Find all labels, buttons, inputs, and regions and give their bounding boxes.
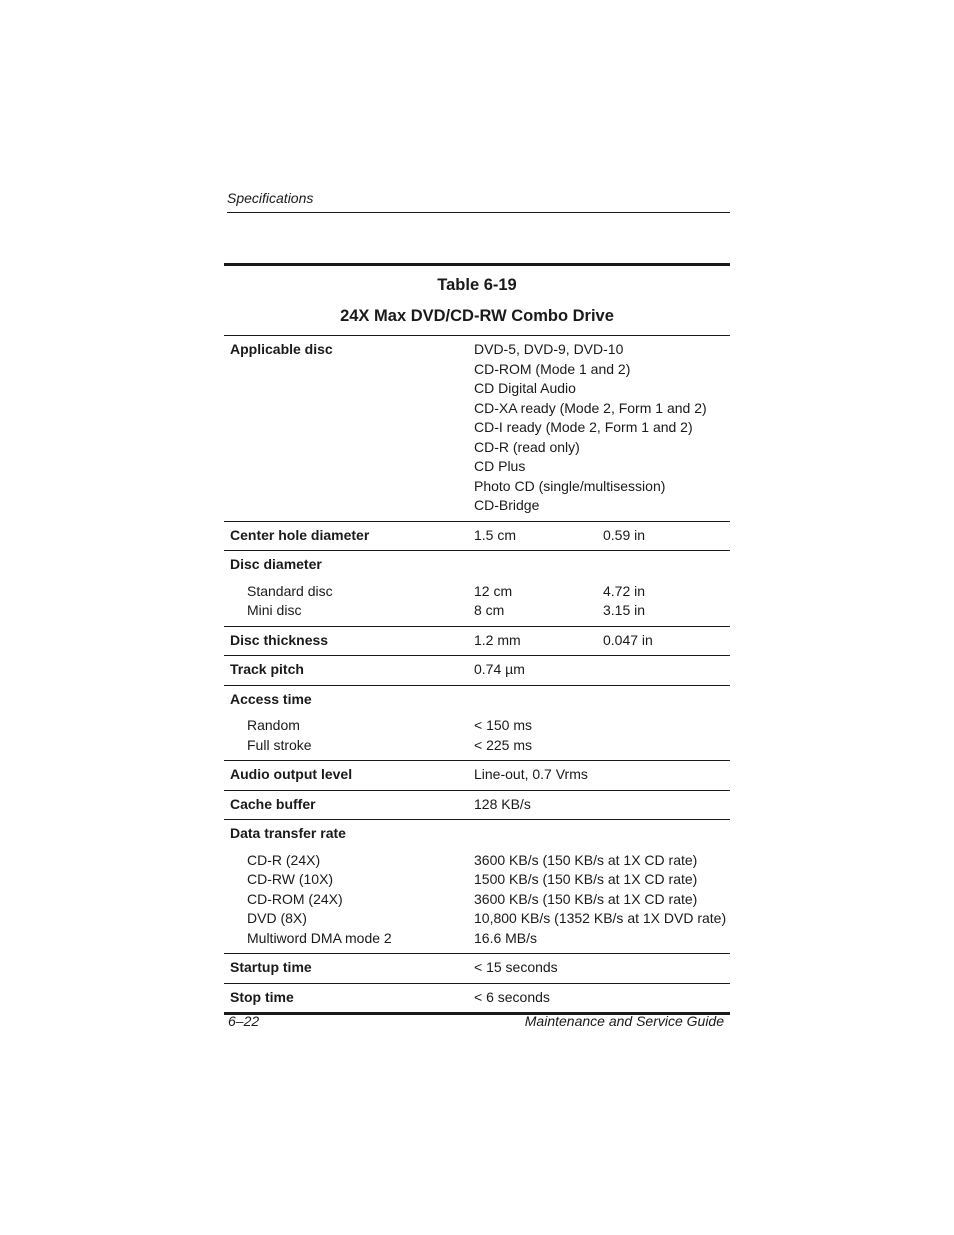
imperial-value: 0.047 in xyxy=(603,631,653,648)
row-label: Access time xyxy=(230,690,312,707)
imperial-value: 0.59 in xyxy=(603,526,646,543)
row-value: < 6 seconds xyxy=(474,988,550,1005)
row-value: 16.6 MB/s xyxy=(474,929,538,946)
row-value: CD-I ready (Mode 2, Form 1 and 2) xyxy=(474,419,693,435)
row-audio-output-level xyxy=(224,760,730,790)
row-label: Audio output level xyxy=(230,766,353,782)
row-value: 10,800 KB/s (1352 KB/s at 1X DVD rate) xyxy=(474,910,727,926)
row-access-time xyxy=(224,685,730,761)
row-value: < 225 ms xyxy=(474,736,532,753)
row-value: 1500 KB/s (150 KB/s at 1X CD rate) xyxy=(474,871,698,887)
row-value: 0.74 µm xyxy=(474,661,525,677)
header-divider xyxy=(227,212,730,213)
metric-value: 12 cm xyxy=(474,582,513,599)
row-value: < 15 seconds xyxy=(474,959,558,975)
row-value: CD-R (read only) xyxy=(474,438,580,455)
row-data-transfer-rate xyxy=(224,819,730,953)
sub-label: Multiword DMA mode 2 xyxy=(247,929,392,946)
row-label: Disc diameter xyxy=(230,556,322,572)
row-label: Center hole diameter xyxy=(230,526,370,543)
row-label: Data transfer rate xyxy=(230,825,346,841)
row-label: Disc thickness xyxy=(230,631,329,648)
row-label: Startup time xyxy=(230,959,312,975)
sub-label: Mini disc xyxy=(247,602,302,618)
page-number: 6–22 xyxy=(228,1013,260,1029)
row-stop-time xyxy=(224,983,730,1013)
row-value: < 150 ms xyxy=(474,717,532,733)
row-value: CD-ROM (Mode 1 and 2) xyxy=(474,360,631,377)
metric-value: 1.2 mm xyxy=(474,631,521,648)
row-disc-diameter xyxy=(224,550,730,626)
row-label: Applicable disc xyxy=(230,341,333,357)
imperial-value: 3.15 in xyxy=(603,602,646,618)
row-value: CD-Bridge xyxy=(474,497,540,513)
row-label: Cache buffer xyxy=(230,795,316,812)
row-label: Track pitch xyxy=(230,661,304,677)
row-value: Photo CD (single/multisession) xyxy=(474,477,666,494)
row-value: 3600 KB/s (150 KB/s at 1X CD rate) xyxy=(474,890,698,907)
sub-label: Full stroke xyxy=(247,736,312,753)
row-center-hole-diameter xyxy=(224,521,730,551)
row-disc-thickness xyxy=(224,626,730,656)
row-value: Line-out, 0.7 Vrms xyxy=(474,766,588,782)
sub-label: Random xyxy=(247,717,300,733)
table-caption xyxy=(224,266,730,335)
sub-label: CD-ROM (24X) xyxy=(247,890,343,907)
row-value: CD Plus xyxy=(474,458,526,474)
row-value: 3600 KB/s (150 KB/s at 1X CD rate) xyxy=(474,851,698,868)
row-value: DVD-5, DVD-9, DVD-10 xyxy=(474,341,624,357)
running-header: Specifications xyxy=(227,190,314,206)
sub-label: CD-RW (10X) xyxy=(247,871,334,887)
row-label: Stop time xyxy=(230,988,294,1005)
row-cache-buffer xyxy=(224,790,730,820)
row-applicable-disc xyxy=(224,335,730,521)
row-track-pitch xyxy=(224,655,730,685)
guide-title: Maintenance and Service Guide xyxy=(524,1013,724,1029)
metric-value: 1.5 cm xyxy=(474,526,517,543)
sub-label: Standard disc xyxy=(247,582,333,599)
row-value: CD-XA ready (Mode 2, Form 1 and 2) xyxy=(474,399,707,416)
sub-label: CD-R (24X) xyxy=(247,851,321,868)
table-title: 24X Max DVD/CD-RW Combo Drive xyxy=(340,307,614,325)
imperial-value: 4.72 in xyxy=(603,582,646,599)
sub-label: DVD (8X) xyxy=(247,910,307,926)
metric-value: 8 cm xyxy=(474,602,505,618)
row-startup-time xyxy=(224,953,730,983)
row-value: 128 KB/s xyxy=(474,795,531,812)
spec-table xyxy=(224,263,730,1015)
row-value: CD Digital Audio xyxy=(474,380,576,396)
table-number: Table 6-19 xyxy=(437,276,517,294)
